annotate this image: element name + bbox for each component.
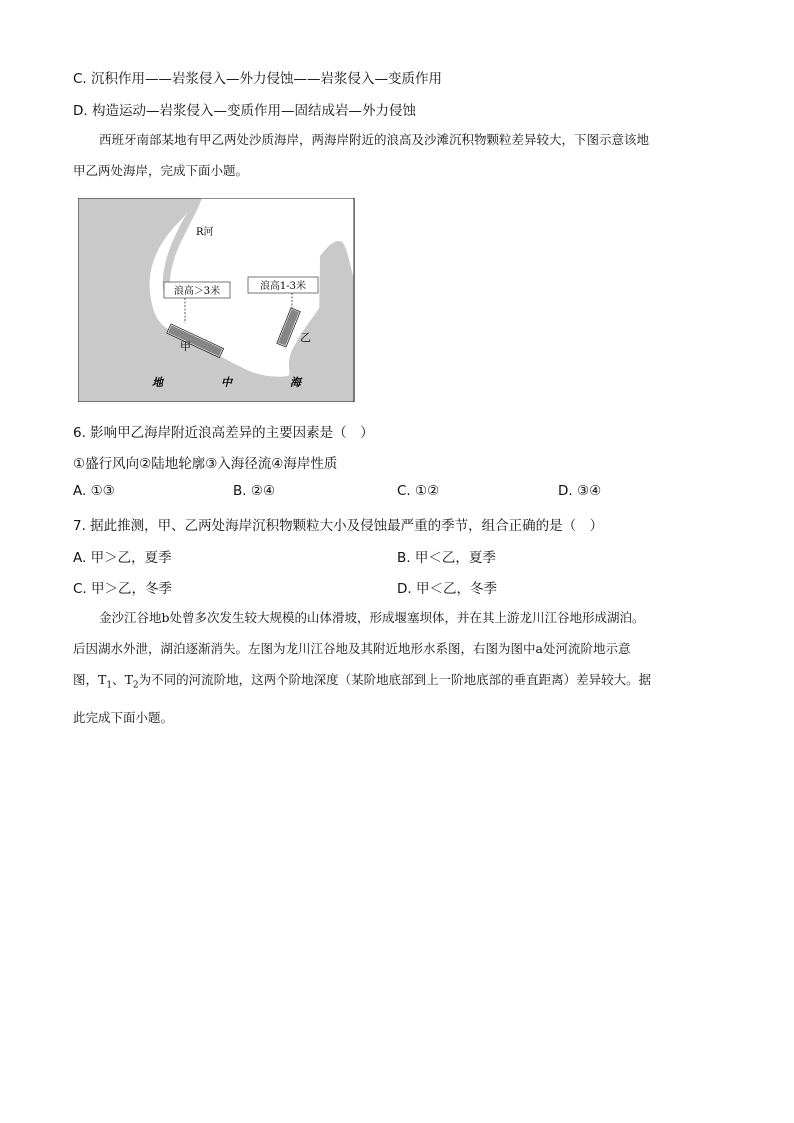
intro-paragraph-2 [73, 602, 723, 733]
q6-option-b: B. ②④ [233, 483, 276, 499]
q6-option-d: D. ③④ [558, 483, 602, 499]
q6-option-c: C. ①② [397, 483, 440, 499]
wave-label-jia: 浪高＞3米 [173, 286, 221, 297]
q7-option-b: B. 甲＜乙，夏季 [397, 550, 496, 566]
q5-option-c: C. 沉积作用——岩浆侵入—外力侵蚀——岩浆侵入—变质作用 [73, 71, 443, 87]
sea-label-3: 海 [290, 376, 301, 389]
q6-stem: 6. 影响甲乙海岸附近浪高差异的主要因素是（ ） [73, 425, 374, 441]
t1-subscript: 1 [106, 680, 113, 691]
intro1-line1: 西班牙南部某地有甲乙两处沙质海岸，两海岸附近的浪高及沙滩沉积物颗粒差异较大，下图示意该地 [99, 132, 650, 147]
q6-factors: ①盛行风向②陆地轮廓③入海径流④海岸性质 [73, 456, 338, 472]
intro2-line4: 此完成下面小题。 [73, 709, 174, 725]
intro2-line3-post: 为不同的河流阶地，这两个阶地深度（某阶地底部到上一阶地底部的垂直距离）差异较大。据 [138, 672, 652, 687]
label-yi: 乙 [300, 331, 311, 344]
coast-map [78, 198, 355, 402]
river-label: R河 [196, 227, 214, 238]
intro-paragraph-1 [73, 124, 723, 186]
q5-option-d: D. 构造运动—岩浆侵入—变质作用—固结成岩—外力侵蚀 [73, 103, 416, 119]
label-jia: 甲 [180, 340, 191, 353]
sea-label-2: 中 [221, 376, 232, 389]
t2-subscript: 2 [132, 680, 139, 691]
sea-label-1: 地 [152, 376, 163, 389]
q7-stem: 7. 据此推测，甲、乙两处海岸沉积物颗粒大小及侵蚀最严重的季节，组合正确的是（ ） [73, 518, 604, 534]
intro1-line2: 甲乙两处海岸，完成下面小题。 [73, 163, 249, 178]
intro2-line3-mid: 、T [112, 672, 133, 687]
intro2-line1: 金沙江谷地b处曾多次发生较大规模的山体滑坡，形成堰塞坝体，并在其上游龙川江谷地形成湖泊。 [99, 610, 645, 625]
wave-label-yi: 浪高1-3米 [259, 281, 307, 292]
q6-option-a: A. ①③ [73, 483, 115, 499]
intro2-line2: 后因湖水外泄，湖泊逐渐消失。左图为龙川江谷地及其附近地形水系图，右图为图中a处河流阶地示意 [73, 641, 631, 656]
q7-option-a: A. 甲＞乙，夏季 [73, 550, 172, 566]
q7-option-c: C. 甲＞乙，冬季 [73, 581, 173, 597]
q7-option-d: D. 甲＜乙，冬季 [397, 581, 497, 597]
intro2-line3 [73, 664, 723, 702]
land-east [318, 241, 354, 402]
intro2-line3-pre: 图，T [73, 672, 107, 687]
